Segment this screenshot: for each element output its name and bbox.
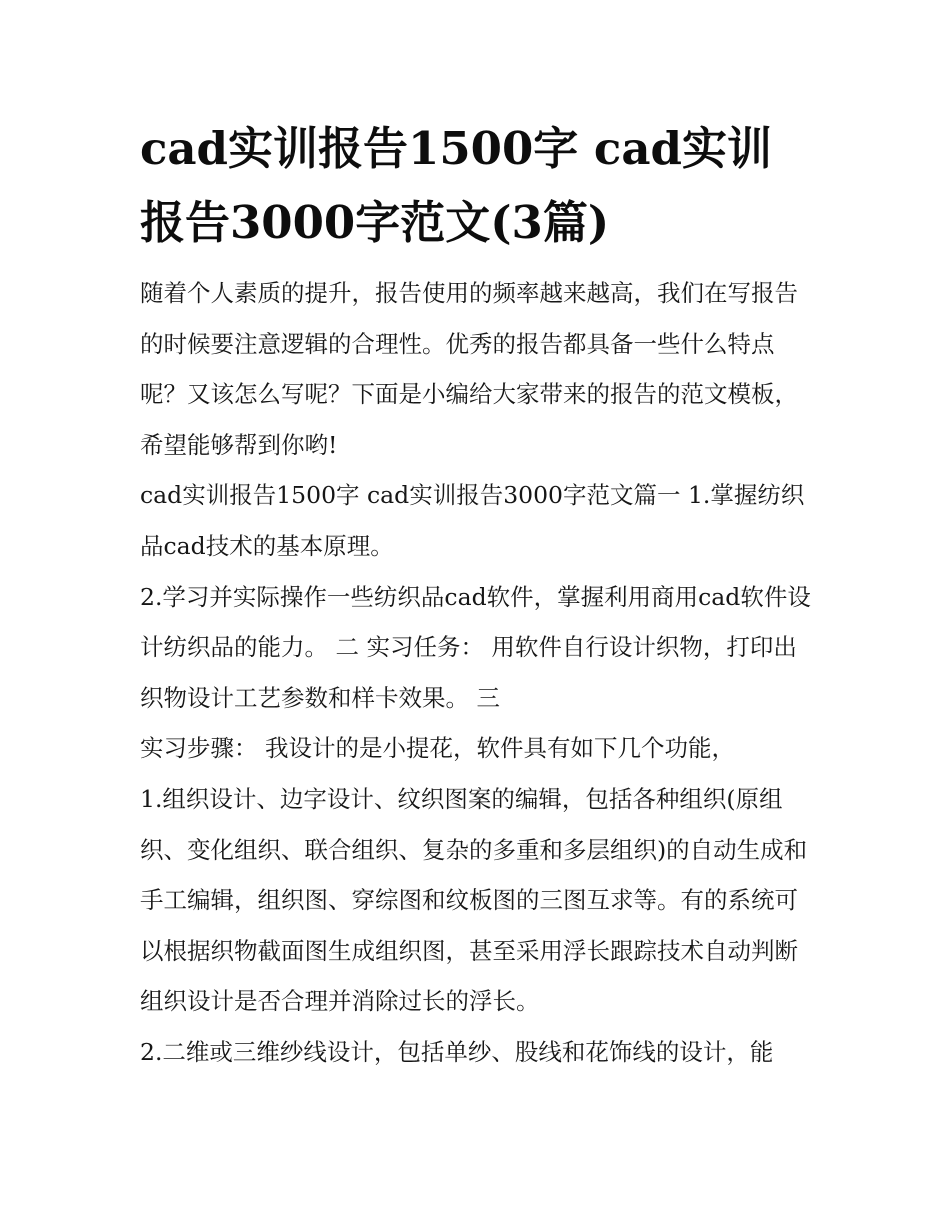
document-body: [140, 112, 812, 1078]
paragraph-function-one: 1.组织设计、边字设计、纹织图案的编辑，包括各种组织(原组织、变化组织、联合组织、复杂的多重和多层组织)的自动生成和手工编辑，组织图、穿综图和纹板图的三图互求等。有的系统可以根据织物截面图生成组织图，甚至采用浮长跟踪技术自动判断组织设计是否合理并消除过长的浮长。: [140, 784, 808, 1016]
paragraph-practice-steps: 实习步骤： 我设计的是小提花，软件具有如下几个功能，: [140, 734, 735, 763]
document-title: cad实训报告1500字 cad实训报告3000字范文(3篇): [140, 122, 772, 249]
paragraph-step-two: 2.学习并实际操作一些纺织品cad软件，掌握利用商用cad软件设计纺织品的能力。 二 实习任务： 用软件自行设计织物，打印出织物设计工艺参数和样卡效果。 三: [140, 582, 811, 712]
paragraph-section-one: cad实训报告1500字 cad实训报告3000字范文篇一 1.掌握纺织品cad技术的基本原理。: [140, 481, 805, 560]
paragraph-function-two: 2.二维或三维纱线设计，包括单纱、股线和花饰线的设计，能: [140, 1037, 774, 1066]
paragraph-intro: 随着个人素质的提升，报告使用的频率越来越高，我们在写报告的时候要注意逻辑的合理性。优秀的报告都具备一些什么特点呢？又该怎么写呢？下面是小编给大家带来的报告的范文模板，希望能够帮到你哟!: [140, 279, 798, 459]
